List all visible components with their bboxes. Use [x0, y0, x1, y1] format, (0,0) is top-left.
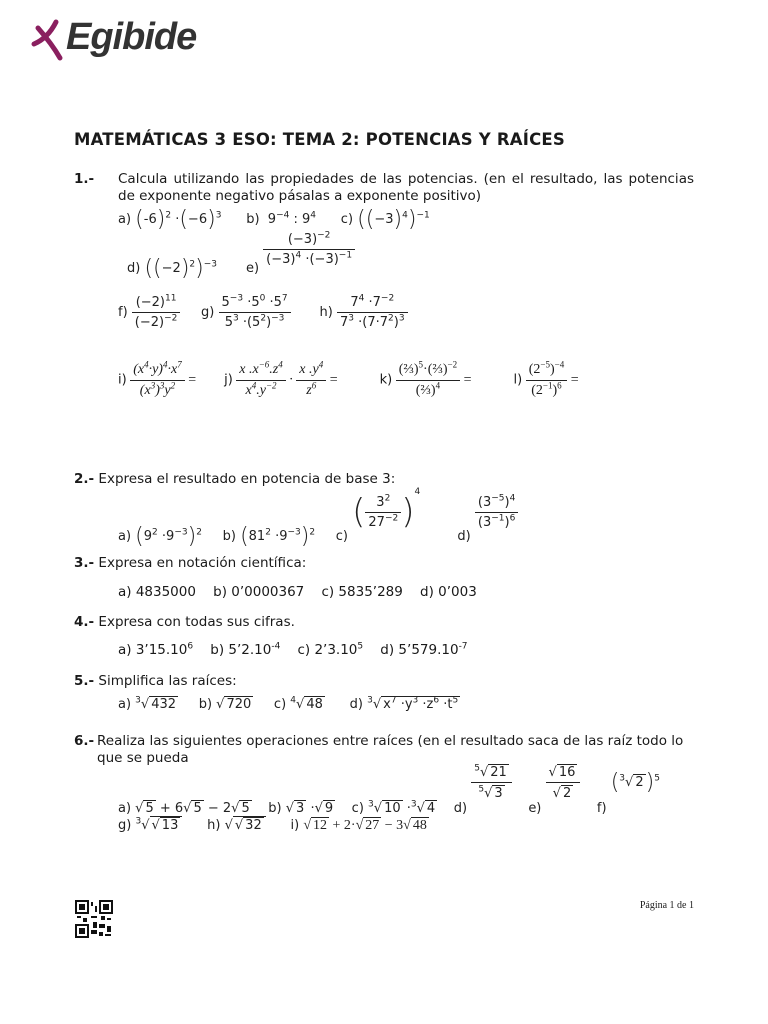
q3-item-c: c) 5835’289	[321, 584, 403, 600]
q6-statement: Realiza las siguientes operaciones entre raíces (en el resultado saca de las raíz todo lo que se pueda	[97, 733, 684, 766]
q3-items	[118, 584, 477, 601]
q3-number: 3.-	[74, 555, 95, 571]
q5-items: a) $^3$√ 432 b) √ 720 c) $^4$√ 48 d) $^3$√ $x^7 \cdot y^3 \cdot z^6 \cdot t^5$	[118, 695, 459, 712]
q3-item-b: b) 0’0000367	[213, 584, 305, 600]
egibide-logo	[30, 14, 197, 70]
q6-number: 6.-	[74, 733, 95, 749]
q5-number: 5.-	[74, 673, 95, 689]
q6-row2: g) $^3$√ √ 13 h) √ √ 32 i) √ 12 + 2·√ 27 − 3√ 48	[118, 816, 427, 833]
q2-items: a) $(9^2 \cdot 9^{-3})^2$ b) $(81^2 \cdot 9^{-3})^2$ c) ( $\frac{3^2}{27^{-2}}$ )$^4$ d) $\frac{(3^{-5})^4}{(3^{-1})^6}$	[118, 492, 518, 532]
logo-text: Egibide	[66, 16, 197, 58]
q1-a: a) $(-6)^2 \cdot(-6)^3$ b) $9^{-4}$ : $9^4$ c) $((-3)^4)^{-1}$	[118, 207, 430, 232]
q4-statement: Expresa con todas sus cifras.	[98, 614, 295, 630]
page-title: MATEMÁTICAS 3 ESO: TEMA 2: POTENCIAS Y RAÍCES	[74, 130, 565, 149]
q6-row1: a) √ 5 + 6√ 5 − 2√ 5 b) √ 3 ·√ 9 c) $^3$√ 10 ·$^3$√ 4 d) $\frac{^5√ 21}{^5√ 3}$ e) $\frac{√ 16}{√ 2}$ f) ($^3$√ 2)$^5$	[118, 763, 660, 816]
q5-line	[74, 673, 237, 690]
q4-number: 4.-	[74, 614, 95, 630]
q1-f-g-h: f) $\frac{(-2)^{11}}{(-2)^{-2}}$ g) $\frac{5^{-3} \cdot 5^0 \cdot 5^7}{5^3 \cdot(5^2)^{-3}}$ h) $\frac{7^4 \cdot 7^{-2}}{7^3 \cdot(7\cdot 7^2)^3}$	[118, 295, 408, 330]
q1-d-e: d) $((-2)^2)^{-3}$ e) $\frac{(-3)^{-2}}{(-3)^4 \cdot(-3)^{-1}}$	[127, 232, 355, 267]
q2-line	[74, 471, 395, 488]
q1-number: 1.-	[74, 171, 95, 187]
q2-statement: Expresa el resultado en potencia de base 3:	[98, 471, 396, 487]
logo-x-icon	[30, 14, 70, 64]
q3-statement: Expresa en notación científica:	[98, 555, 307, 571]
q4-line	[74, 614, 295, 631]
q3-item-d: d) 0’003	[420, 584, 477, 600]
q3-item-a: a) 4835000	[118, 584, 196, 600]
q4-items: a) 3’15.10$^6$ b) $5’2.10^{-4}$ c) 2’3.10$^5$ d) $5’579.10^{-7}$	[118, 641, 468, 658]
q1-i-l: i) $\frac{(x^4\cdot y)^4\cdot x^7}{(x^3)^3y^2}$ = j) $\frac{x .x^{-6}.z^4}{x^4.y^{-2}}$ · $\frac{x .y^4}{z^6}$ = k) $\frac{(\frac{2}{3})^5\cdot(\frac{2}{3})^{-2}}{(\frac{2}{3})^4}$ = l) $\frac{(2^{-5})^{-4}}{(2^{-1})^6}$ =	[118, 359, 579, 398]
q5-statement: Simplifica las raíces:	[98, 673, 237, 689]
qr-code-icon	[75, 900, 113, 938]
q3-line	[74, 555, 306, 572]
page-number: Página 1 de 1	[639, 900, 694, 911]
q2-number: 2.-	[74, 471, 95, 487]
q1-statement: Calcula utilizando las propiedades de las potencias. (en el resultado, las potencias de exponente negativo pásalas a exponente positivo)	[118, 171, 694, 204]
